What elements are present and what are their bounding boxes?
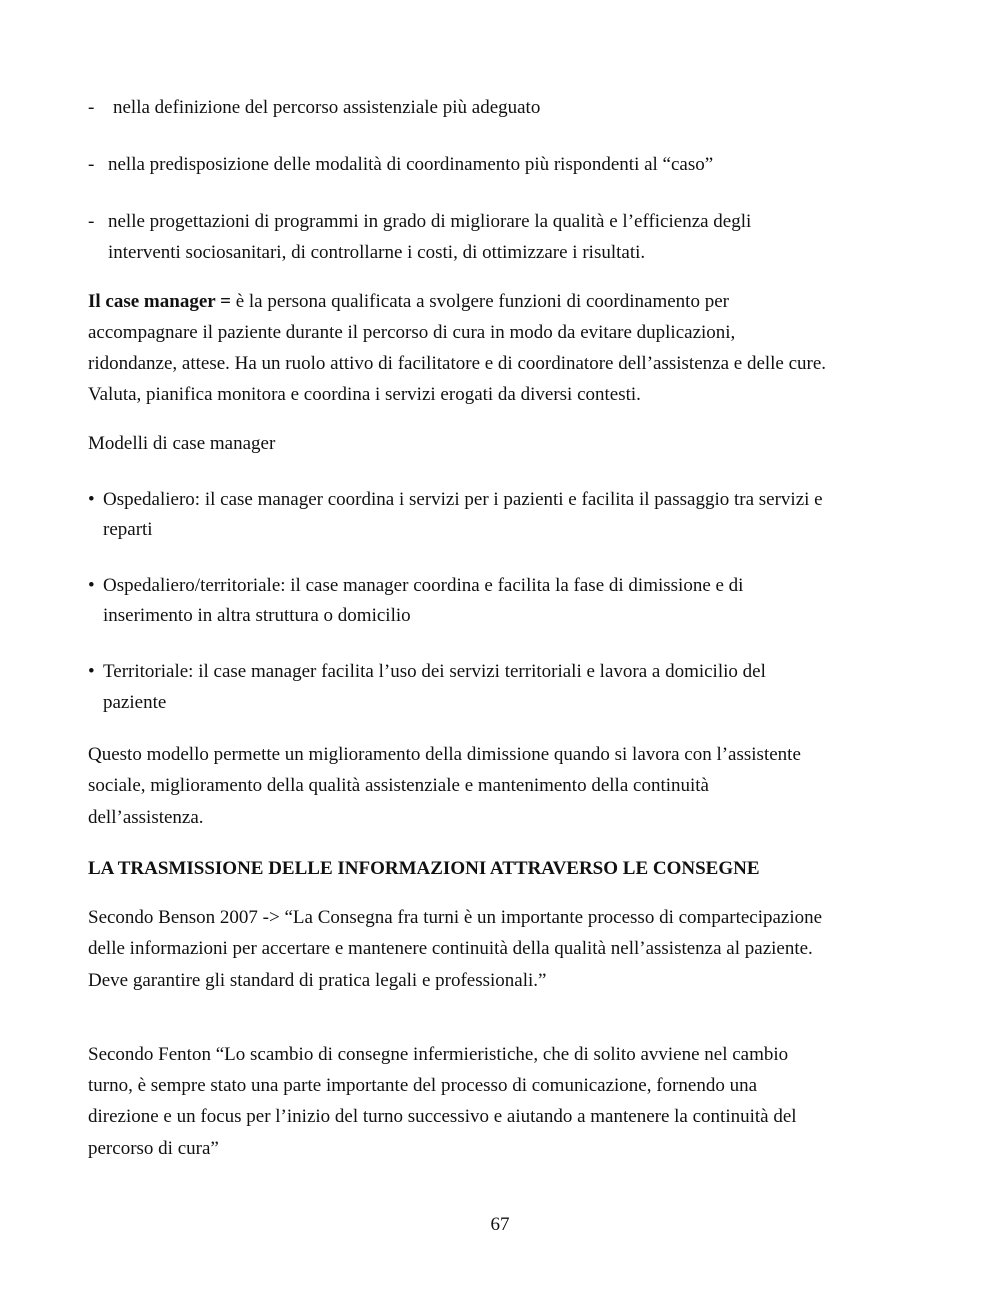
fenton-paragraph-line: turno, è sempre stato una parte importante del processo di comunicazione, fornendo una xyxy=(88,1075,757,1096)
fenton-paragraph-line: Secondo Fenton “Lo scambio di consegne infermieristiche, che di solito avviene nel cambio xyxy=(88,1044,789,1065)
bullet-item-text: Ospedaliero: il case manager coordina i servizi per i pazienti e facilita il passaggio tra servizi e xyxy=(103,489,823,510)
case-manager-term: Il case manager = xyxy=(88,291,231,312)
fenton-paragraph-line: percorso di cura” xyxy=(88,1138,219,1159)
bullet-marker: • xyxy=(88,661,95,682)
dash-marker: - xyxy=(88,97,95,118)
bullet-item-text: inserimento in altra struttura o domicilio xyxy=(103,605,411,626)
model-paragraph-line: Questo modello permette un miglioramento della dimissione quando si lavora con l’assistente xyxy=(88,744,801,765)
bullet-marker: • xyxy=(88,489,95,510)
bullet-item-text: Ospedaliero/territoriale: il case manager coordina e facilita la fase di dimissione e di xyxy=(103,575,744,596)
case-manager-definition-text: Valuta, pianifica monitora e coordina i servizi erogati da diversi contesti. xyxy=(88,384,641,405)
benson-paragraph-line: Deve garantire gli standard di pratica legali e professionali.” xyxy=(88,970,547,991)
dash-item-text: nella predisposizione delle modalità di coordinamento più rispondenti al “caso” xyxy=(108,154,714,175)
page-number: 67 xyxy=(490,1214,510,1235)
dash-marker: - xyxy=(88,211,95,232)
model-paragraph-line: sociale, miglioramento della qualità assistenziale e mantenimento della continuità xyxy=(88,775,709,796)
case-manager-definition-text: ridondanze, attese. Ha un ruolo attivo di facilitatore e di coordinatore dell’assistenza e delle cure. xyxy=(88,353,827,374)
bullet-marker: • xyxy=(88,575,95,596)
fenton-paragraph-line: direzione e un focus per l’inizio del turno successivo e aiutando a mantenere la continuità del xyxy=(88,1106,797,1127)
benson-paragraph-line: Secondo Benson 2007 -> “La Consegna fra turni è un importante processo di compartecipazione xyxy=(88,907,823,928)
bullet-item-text: reparti xyxy=(103,519,153,540)
models-heading: Modelli di case manager xyxy=(88,433,276,454)
case-manager-definition-text: accompagnare il paziente durante il percorso di cura in modo da evitare duplicazioni, xyxy=(88,322,736,343)
bullet-item-text: paziente xyxy=(103,692,167,713)
section-heading: LA TRASMISSIONE DELLE INFORMAZIONI ATTRAVERSO LE CONSEGNE xyxy=(88,858,760,879)
dash-item-text: nella definizione del percorso assistenziale più adeguato xyxy=(113,97,541,118)
case-manager-definition-text: è la persona qualificata a svolgere funzioni di coordinamento per xyxy=(230,291,729,312)
dash-item-text: nelle progettazioni di programmi in grado di migliorare la qualità e l’efficienza degli xyxy=(108,211,752,232)
bullet-item-text: Territoriale: il case manager facilita l’uso dei servizi territoriali e lavora a domicilio del xyxy=(103,661,766,682)
case-manager-definition-line xyxy=(88,292,729,311)
dash-marker: - xyxy=(88,154,95,175)
dash-item-text: interventi sociosanitari, di controllarne i costi, di ottimizzare i risultati. xyxy=(108,242,646,263)
model-paragraph-line: dell’assistenza. xyxy=(88,807,204,828)
benson-paragraph-line: delle informazioni per accertare e mantenere continuità della qualità nell’assistenza al paziente. xyxy=(88,938,813,959)
